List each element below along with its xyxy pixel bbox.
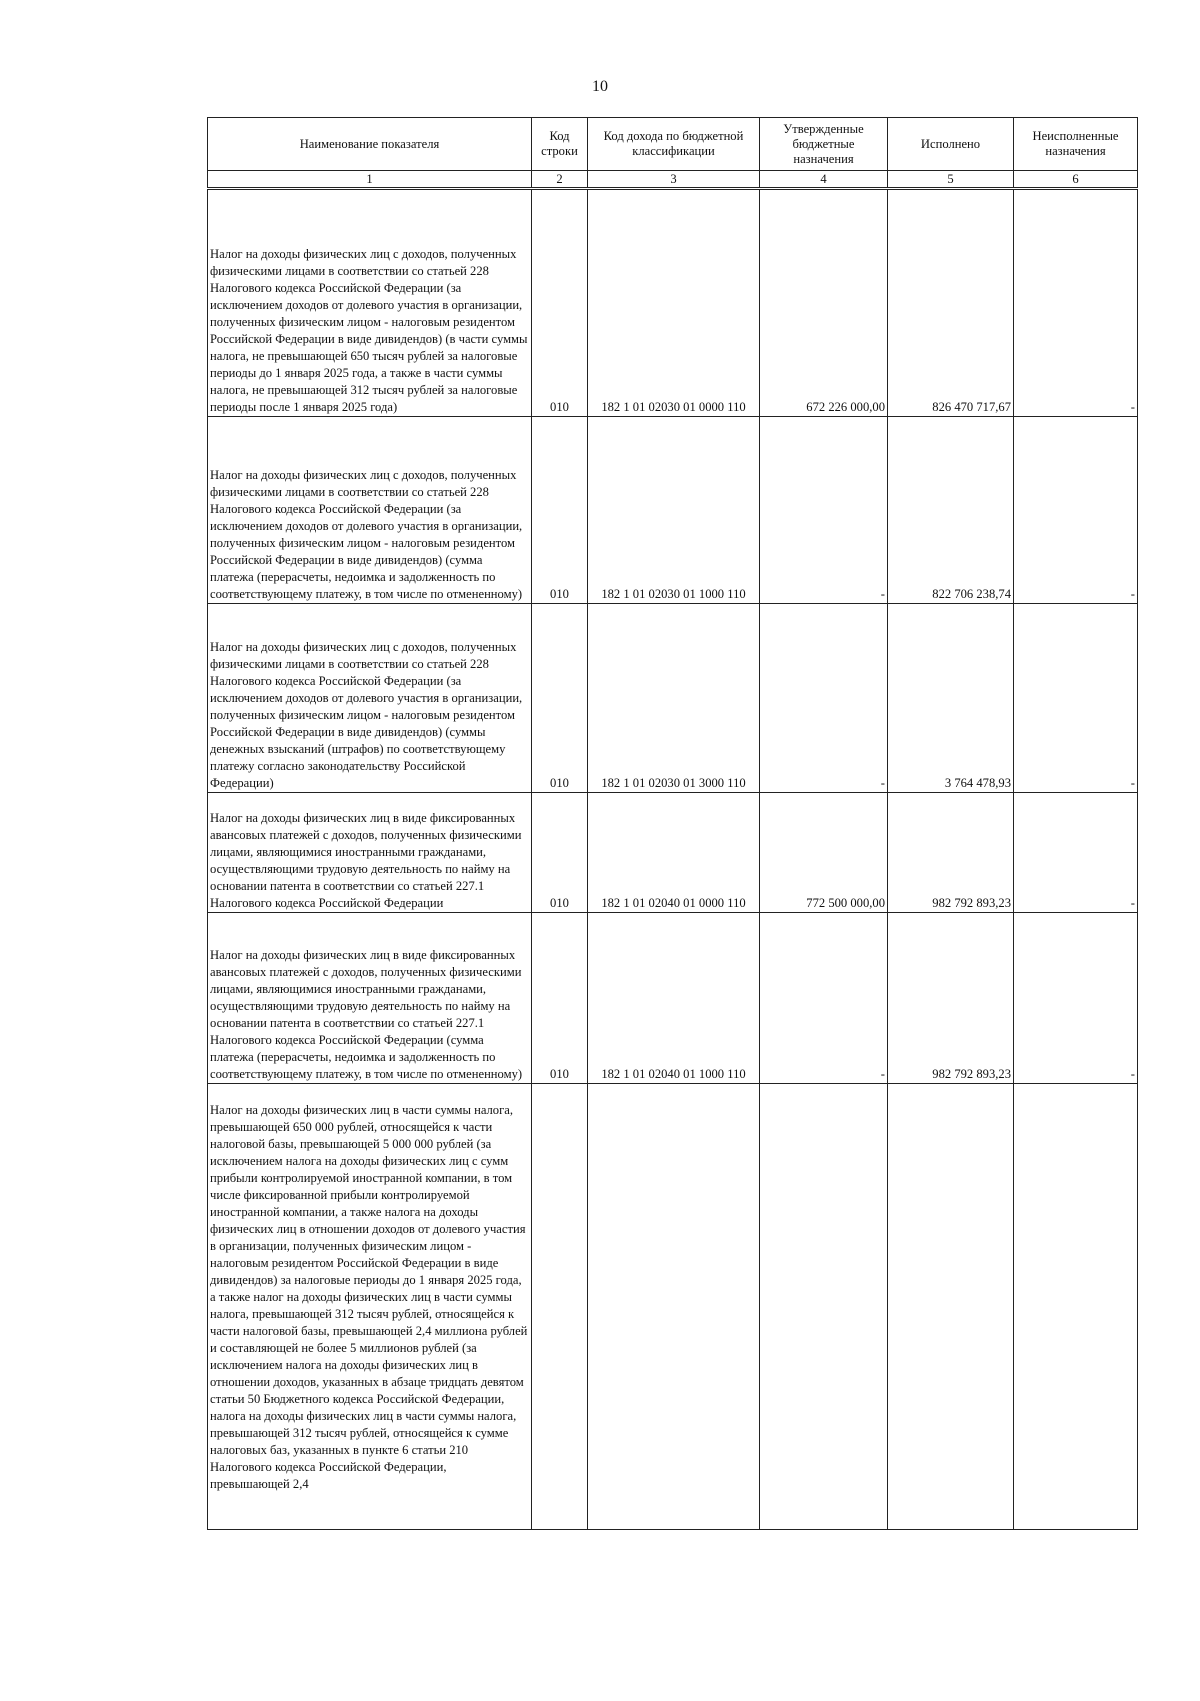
approved-amount: - [760, 604, 888, 793]
table-row [208, 1084, 1138, 1530]
row-code: 010 [532, 604, 588, 793]
unexecuted-amount [1014, 1084, 1138, 1530]
unexecuted-amount: - [1014, 793, 1138, 913]
unexecuted-amount: - [1014, 417, 1138, 604]
column-number-1: 1 [208, 171, 532, 189]
indicator-name: Налог на доходы физических лиц с доходов, полученных физическими лицами в соответствии со статьей 228 Налогового кодекса Российской Федерации (за исключением доходов от долевого участия в организации, полученных физическим лицом - налоговым резидентом Российской Федерации в виде дивидендов) (сумма платежа (перерасчеты, недоимка и задолженность по соответствующему платежу, в том числе по отмененному) [208, 417, 532, 604]
indicator-name: Налог на доходы физических лиц в части суммы налога, превышающей 650 000 рублей, относящейся к части налоговой базы, превышающей 5 000 000 рублей (за исключением налога на доходы физических лиц с сумм прибыли контролируемой иностранной компании, в том числе фиксированной прибыли контролируемой иностранной компании, а также налога на доходы физических лиц в отношении доходов от долевого участия в организации, полученных физическим лицом - налоговым резидентом Российской Федерации в виде дивидендов) за налоговые периоды до 1 января 2025 года, а также налог на доходы физических лиц в части суммы налога, превышающей 312 тысяч рублей, относящейся к части налоговой базы, превышающей 2,4 миллиона рублей и составляющей не более 5 миллионов рублей (за исключением налога на доходы физических лиц в отношении доходов, указанных в абзаце тридцать девятом статьи 50 Бюджетного кодекса Российской Федерации, налога на доходы физических лиц в части суммы налога, превышающей 312 тысяч рублей, относящейся к сумме налоговых баз, указанных в пункте 6 статьи 210 Налогового кодекса Российской Федерации, превышающей 2,4 [208, 1084, 532, 1530]
executed-amount: 982 792 893,23 [888, 793, 1014, 913]
executed-amount: 3 764 478,93 [888, 604, 1014, 793]
column-number-2: 2 [532, 171, 588, 189]
column-number-3: 3 [588, 171, 760, 189]
executed-amount: 822 706 238,74 [888, 417, 1014, 604]
column-number-4: 4 [760, 171, 888, 189]
approved-amount [760, 1084, 888, 1530]
table-body [208, 189, 1138, 1530]
header-unexecuted-appropriations: Неисполненные назначения [1014, 118, 1138, 171]
column-number-6: 6 [1014, 171, 1138, 189]
approved-amount: 672 226 000,00 [760, 189, 888, 417]
budget-classification-code: 182 1 01 02030 01 1000 110 [588, 417, 760, 604]
executed-amount: 982 792 893,23 [888, 913, 1014, 1084]
budget-classification-code: 182 1 01 02040 01 1000 110 [588, 913, 760, 1084]
header-row-code: Код строки [532, 118, 588, 171]
unexecuted-amount: - [1014, 189, 1138, 417]
table-row [208, 793, 1138, 913]
budget-classification-code: 182 1 01 02030 01 0000 110 [588, 189, 760, 417]
page-number: 10 [592, 78, 608, 95]
header-executed: Исполнено [888, 118, 1014, 171]
table-row [208, 417, 1138, 604]
table-header [208, 118, 1138, 189]
executed-amount: 826 470 717,67 [888, 189, 1014, 417]
header-budget-classification-code: Код дохода по бюджетной классификации [588, 118, 760, 171]
row-code: 010 [532, 913, 588, 1084]
executed-amount [888, 1084, 1014, 1530]
header-indicator-name: Наименование показателя [208, 118, 532, 171]
approved-amount: 772 500 000,00 [760, 793, 888, 913]
column-number-5: 5 [888, 171, 1014, 189]
table-row [208, 189, 1138, 417]
unexecuted-amount: - [1014, 913, 1138, 1084]
row-code: 010 [532, 189, 588, 417]
table-row [208, 913, 1138, 1084]
indicator-name: Налог на доходы физических лиц с доходов, полученных физическими лицами в соответствии со статьей 228 Налогового кодекса Российской Федерации (за исключением доходов от долевого участия в организации, полученных физическим лицом - налоговым резидентом Российской Федерации в виде дивидендов) (суммы денежных взысканий (штрафов) по соответствующему платежу согласно законодательству Российской Федерации) [208, 604, 532, 793]
table-row [208, 604, 1138, 793]
indicator-name: Налог на доходы физических лиц в виде фиксированных авансовых платежей с доходов, полученных физическими лицами, являющимися иностранными гражданами, осуществляющими трудовую деятельность по найму на основании патента в соответствии со статьей 227.1 Налогового кодекса Российской Федерации [208, 793, 532, 913]
approved-amount: - [760, 417, 888, 604]
row-code: 010 [532, 793, 588, 913]
row-code: 010 [532, 417, 588, 604]
indicator-name: Налог на доходы физических лиц с доходов, полученных физическими лицами в соответствии со статьей 228 Налогового кодекса Российской Федерации (за исключением доходов от долевого участия в организации, полученных физическим лицом - налоговым резидентом Российской Федерации в виде дивидендов) (в части суммы налога, не превышающей 650 тысяч рублей за налоговые периоды до 1 января 2025 года, а также в части суммы налога, не превышающей 312 тысяч рублей за налоговые периоды после 1 января 2025 года) [208, 189, 532, 417]
approved-amount: - [760, 913, 888, 1084]
budget-classification-code [588, 1084, 760, 1530]
budget-classification-code: 182 1 01 02030 01 3000 110 [588, 604, 760, 793]
budget-classification-code: 182 1 01 02040 01 0000 110 [588, 793, 760, 913]
row-code [532, 1084, 588, 1530]
header-approved-appropriations: Утвержденные бюджетные назначения [760, 118, 888, 171]
indicator-name: Налог на доходы физических лиц в виде фиксированных авансовых платежей с доходов, полученных физическими лицами, являющимися иностранными гражданами, осуществляющими трудовую деятельность по найму на основании патента в соответствии со статьей 227.1 Налогового кодекса Российской Федерации (сумма платежа (перерасчеты, недоимка и задолженность по соответствующему платежу, в том числе по отмененному) [208, 913, 532, 1084]
unexecuted-amount: - [1014, 604, 1138, 793]
budget-execution-table [207, 117, 1138, 1530]
